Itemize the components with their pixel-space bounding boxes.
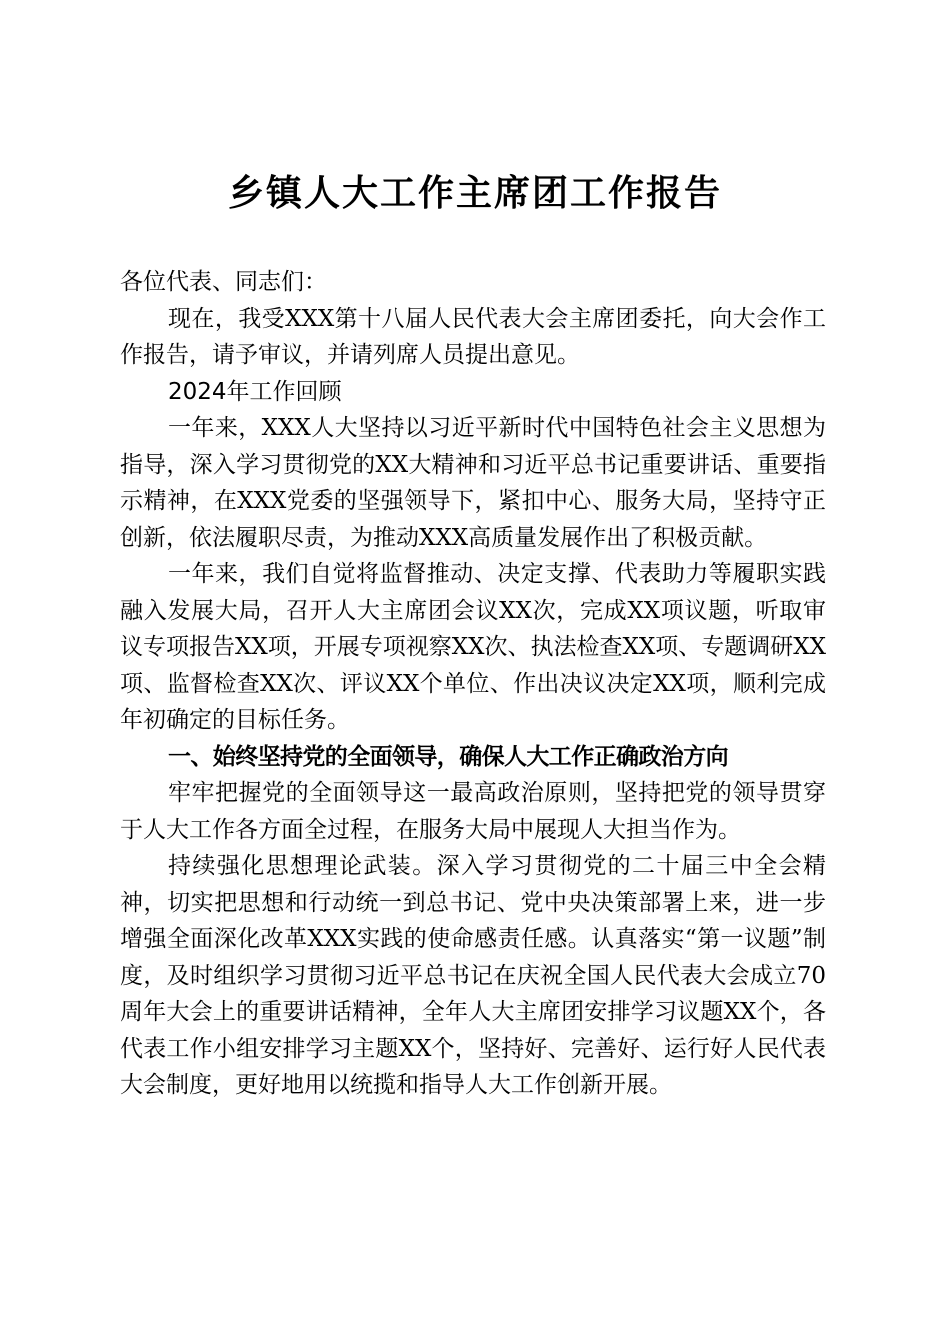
- section-heading-party-leadership: 一、始终坚持党的全面领导，确保人大工作正确政治方向: [168, 743, 729, 770]
- paragraph-4: 牢牢把握党的全面领导这一最高政治原则，坚持把党的领导贯穿于人大工作各方面全过程，在服务大局中展现人大担当作为。: [120, 780, 826, 843]
- salutation: 各位代表、同志们：: [120, 269, 327, 295]
- paragraph-5: 持续强化思想理论武装。深入学习贯彻党的二十届三中全会精神，切实把思想和行动统一到总书记、党中央决策部署上来，进一步增强全面深化改革XXX实践的使命感责任感。认真落实“第一议题”制度，及时组织学习贯彻习近平总书记在庆祝全国人民代表大会成立70周年大会上的重要讲话精神，全年人大主席团安排学习议题XX个，各代表工作小组安排学习主题XX个，坚持好、完善好、运行好人民代表大会制度，更好地用以统揽和指导人大工作创新开展。: [120, 853, 826, 1098]
- paragraph-1: 现在，我受XXX第十八届人民代表大会主席团委托，向大会作工作报告，请予审议，并请列席人员提出意见。: [120, 305, 826, 368]
- paragraph-2: 一年来，XXX人大坚持以习近平新时代中国特色社会主义思想为指导，深入学习贯彻党的XX大精神和习近平总书记重要讲话、重要指示精神，在XXX党委的坚强领导下，紧扣中心、服务大局，坚持守正创新，依法履职尽责，为推动XXX高质量发展作出了积极贡献。: [120, 415, 826, 551]
- document-body: [120, 264, 826, 1104]
- paragraph-3: 一年来，我们自觉将监督推动、决定支撑、代表助力等履职实践融入发展大局，召开人大主席团会议XX次，完成XX项议题，听取审议专项报告XX项，开展专项视察XX次、执法检查XX项、专题调研XX项、监督检查XX次、评议XX个单位、作出决议决定XX项，顺利完成年初确定的目标任务。: [120, 561, 826, 733]
- document-title: 乡镇人大工作主席团工作报告: [227, 172, 722, 214]
- section-heading-review: 2024年工作回顾: [168, 378, 342, 405]
